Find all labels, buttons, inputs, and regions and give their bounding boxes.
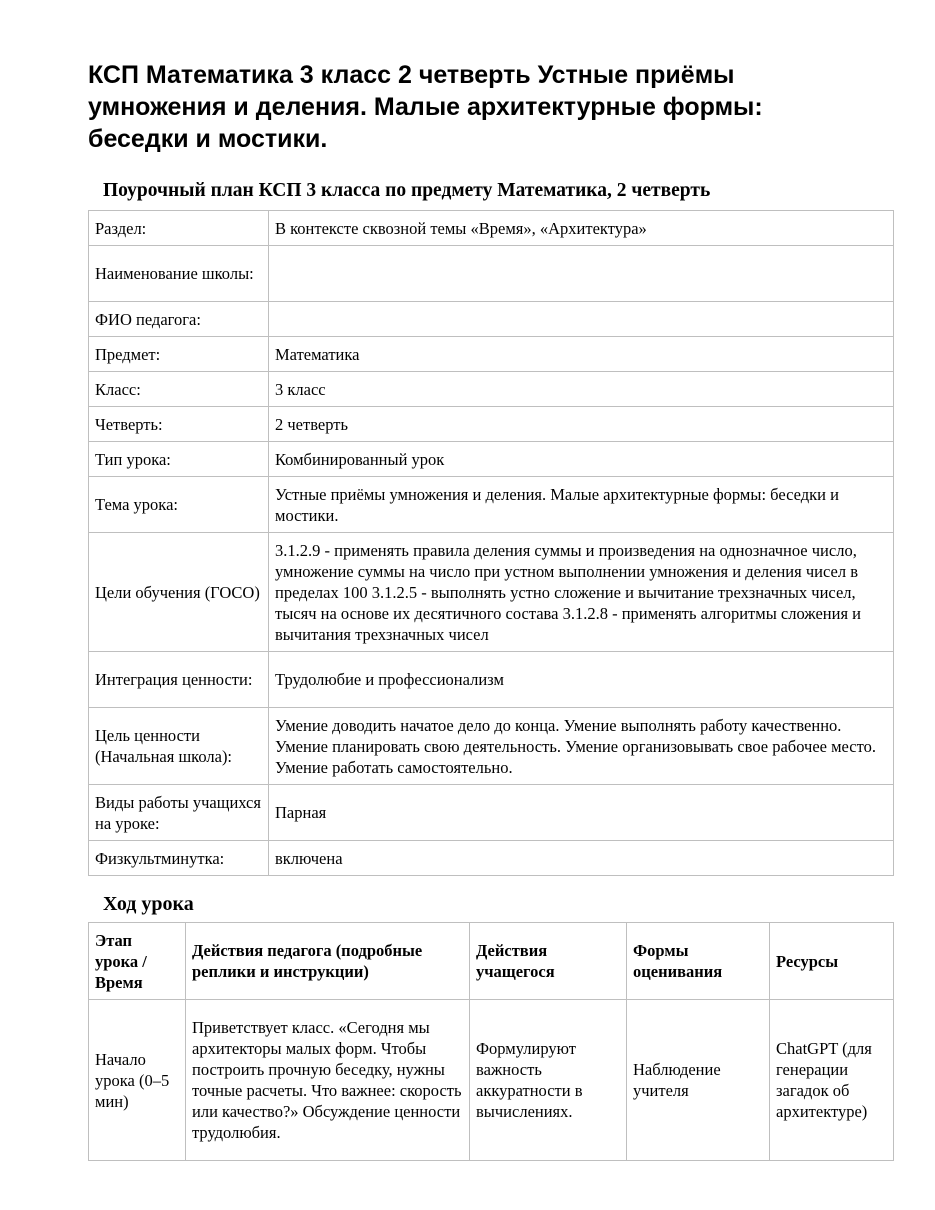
column-header-assessment: Формы оценивания <box>627 923 770 1000</box>
table-row <box>89 302 894 337</box>
page-title: КСП Математика 3 класс 2 четверть Устные приёмы умножения и деления. Малые архитектурные формы: беседки и мостики. <box>88 61 763 153</box>
row-value: Парная <box>269 785 894 841</box>
table-row <box>89 337 894 372</box>
table-header-row <box>89 923 894 1000</box>
row-value: Комбинированный урок <box>269 442 894 477</box>
row-value: Устные приёмы умножения и деления. Малые архитектурные формы: беседки и мостики. <box>269 477 894 533</box>
table-row <box>89 477 894 533</box>
row-value: Трудолюбие и профессионализм <box>269 652 894 708</box>
table-row <box>89 442 894 477</box>
table-row <box>89 533 894 652</box>
row-label: Физкультминутка: <box>89 841 269 876</box>
cell-resources: ChatGPT (для генерации загадок об архитектуре) <box>770 1000 894 1161</box>
row-label: Цель ценности (Начальная школа): <box>89 708 269 785</box>
lesson-section-title: Ход урока <box>103 893 194 915</box>
cell-stage: Начало урока (0–5 мин) <box>89 1000 186 1161</box>
row-label: Виды работы учащихся на уроке: <box>89 785 269 841</box>
column-header-student: Действия учащегося <box>470 923 627 1000</box>
row-label: Тип урока: <box>89 442 269 477</box>
table-row <box>89 211 894 246</box>
column-header-teacher: Действия педагога (подробные реплики и инструкции) <box>186 923 470 1000</box>
row-label: Интеграция ценности: <box>89 652 269 708</box>
table-row <box>89 841 894 876</box>
cell-student-actions: Формулируют важность аккуратности в вычислениях. <box>470 1000 627 1161</box>
table-row <box>89 785 894 841</box>
table-row <box>89 246 894 302</box>
row-label: Наименование школы: <box>89 246 269 302</box>
column-header-stage: Этап урока / Время <box>89 923 186 1000</box>
info-table <box>88 210 894 876</box>
row-value: 3.1.2.9 - применять правила деления суммы и произведения на однозначное число, умножение суммы на число при устном выполнении умножения и деления чисел в пределах 100 3.1.2.5 - выполнять устно сложение и вычитание трехзначных чисел, тысяч на основе их десятичного состава 3.1.2.8 - применять алгоритмы сложения и вычитания трехзначных чисел <box>269 533 894 652</box>
row-value <box>269 246 894 302</box>
table-row <box>89 708 894 785</box>
plan-subtitle: Поурочный план КСП 3 класса по предмету Математика, 2 четверть <box>103 180 711 201</box>
row-value <box>269 302 894 337</box>
row-value: В контексте сквозной темы «Время», «Архитектура» <box>269 211 894 246</box>
table-row <box>89 652 894 708</box>
table-row <box>89 407 894 442</box>
row-value: Умение доводить начатое дело до конца. Умение выполнять работу качественно. Умение планировать свою деятельность. Умение организовывать свое рабочее место. Умение работать самостоятельно. <box>269 708 894 785</box>
row-value: 3 класс <box>269 372 894 407</box>
row-value: 2 четверть <box>269 407 894 442</box>
row-label: Тема урока: <box>89 477 269 533</box>
table-row <box>89 1000 894 1161</box>
row-label: Класс: <box>89 372 269 407</box>
column-header-resources: Ресурсы <box>770 923 894 1000</box>
cell-teacher-actions: Приветствует класс. «Сегодня мы архитекторы малых форм. Чтобы построить прочную беседку, нужны точные расчеты. Что важнее: скорость или качество?» Обсуждение ценности трудолюбия. <box>186 1000 470 1161</box>
cell-assessment: Наблюдение учителя <box>627 1000 770 1161</box>
row-label: Цели обучения (ГОСО) <box>89 533 269 652</box>
row-label: Четверть: <box>89 407 269 442</box>
row-label: Раздел: <box>89 211 269 246</box>
row-label: Предмет: <box>89 337 269 372</box>
row-value: Математика <box>269 337 894 372</box>
row-label: ФИО педагога: <box>89 302 269 337</box>
row-value: включена <box>269 841 894 876</box>
table-row <box>89 372 894 407</box>
lesson-table <box>88 922 894 1161</box>
